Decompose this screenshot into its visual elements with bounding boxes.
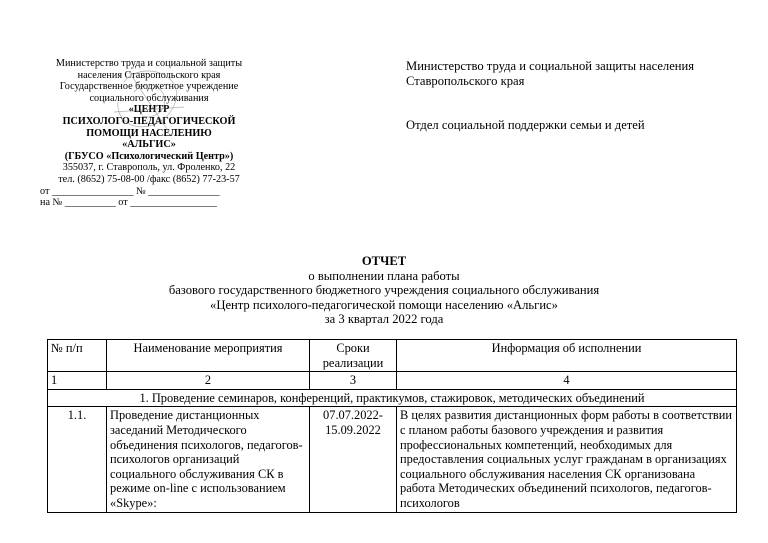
org-name-line: ПСИХОЛОГО-ПЕДАГОГИЧЕСКОЙ: [62, 115, 236, 127]
table-numbering-row: [48, 372, 737, 390]
org-short-name: (ГБУСО «Психологический Центр»): [64, 150, 234, 162]
numbering-cell: 4: [397, 372, 737, 390]
report-title: ОТЧЕТ: [361, 254, 407, 268]
sender-phone: тел. (8652) 75-08-00 /факс (8652) 77-23-57: [58, 173, 240, 185]
report-title-block: [0, 254, 768, 327]
report-subtitle: «Центр психолого-педагогической помощи населению «Альгис»: [210, 297, 558, 312]
outgoing-ref-line: от ________________ № ______________: [40, 185, 220, 197]
header-dates: Сроки реализации: [310, 340, 397, 372]
table-row: [48, 407, 737, 512]
numbering-cell: 3: [310, 372, 397, 390]
org-name-line: «ЦЕНТР: [128, 104, 170, 116]
recipient-ministry: Министерство труда и социальной защиты населения Ставропольского края: [406, 59, 695, 88]
org-name-line: «АЛЬГИС»: [122, 139, 176, 151]
report-table: [47, 339, 737, 513]
sender-line: социального обслуживания: [89, 92, 209, 104]
row-event-name: Проведение дистанционных заседаний Методического объединения психологов, педагогов-психологов организаций социального обслуживания СК в режиме on-line с использованием «Skype»:: [107, 407, 310, 512]
section-row: [48, 389, 737, 407]
sender-address: 355037, г. Ставрополь, ул. Фроленко, 22: [62, 162, 236, 174]
table-header-row: [48, 340, 737, 372]
recipient-department: Отдел социальной поддержки семьи и детей: [406, 118, 645, 132]
sender-line: Министерство труда и социальной защиты: [55, 58, 243, 69]
row-execution-info: В целях развития дистанционных форм работы в соответствии с планом работы базового учреждения и развития профессиональных компетенций, необходимых для предоставления социальных услуг гражданам в организациях социального обслуживания населения СК организована работа Методических объединений психологов, педагогов-психологов: [397, 407, 737, 512]
recipient-block: [406, 59, 736, 133]
sender-line: населения Ставропольского края: [77, 69, 221, 81]
section-title: 1. Проведение семинаров, конференций, практикумов, стажировок, методических объединений: [48, 389, 737, 407]
report-subtitle: о выполнении плана работы: [308, 268, 460, 283]
numbering-cell: 2: [107, 372, 310, 390]
report-subtitle: базового государственного бюджетного учреждения социального обслуживания: [168, 283, 600, 298]
header-number: № п/п: [48, 340, 107, 372]
row-dates: 07.07.2022-15.09.2022: [310, 407, 397, 512]
row-number: 1.1.: [48, 407, 107, 512]
incoming-ref-line: на № __________ от _________________: [40, 197, 217, 209]
sender-line: Государственное бюджетное учреждение: [59, 81, 239, 93]
org-name-line: ПОМОЩИ НАСЕЛЕНИЮ: [86, 127, 212, 139]
report-period: за 3 квартал 2022 года: [324, 312, 444, 327]
header-event-name: Наименование мероприятия: [107, 340, 310, 372]
header-execution-info: Информация об исполнении: [397, 340, 737, 372]
numbering-cell: 1: [48, 372, 107, 390]
sender-block: [40, 58, 258, 209]
